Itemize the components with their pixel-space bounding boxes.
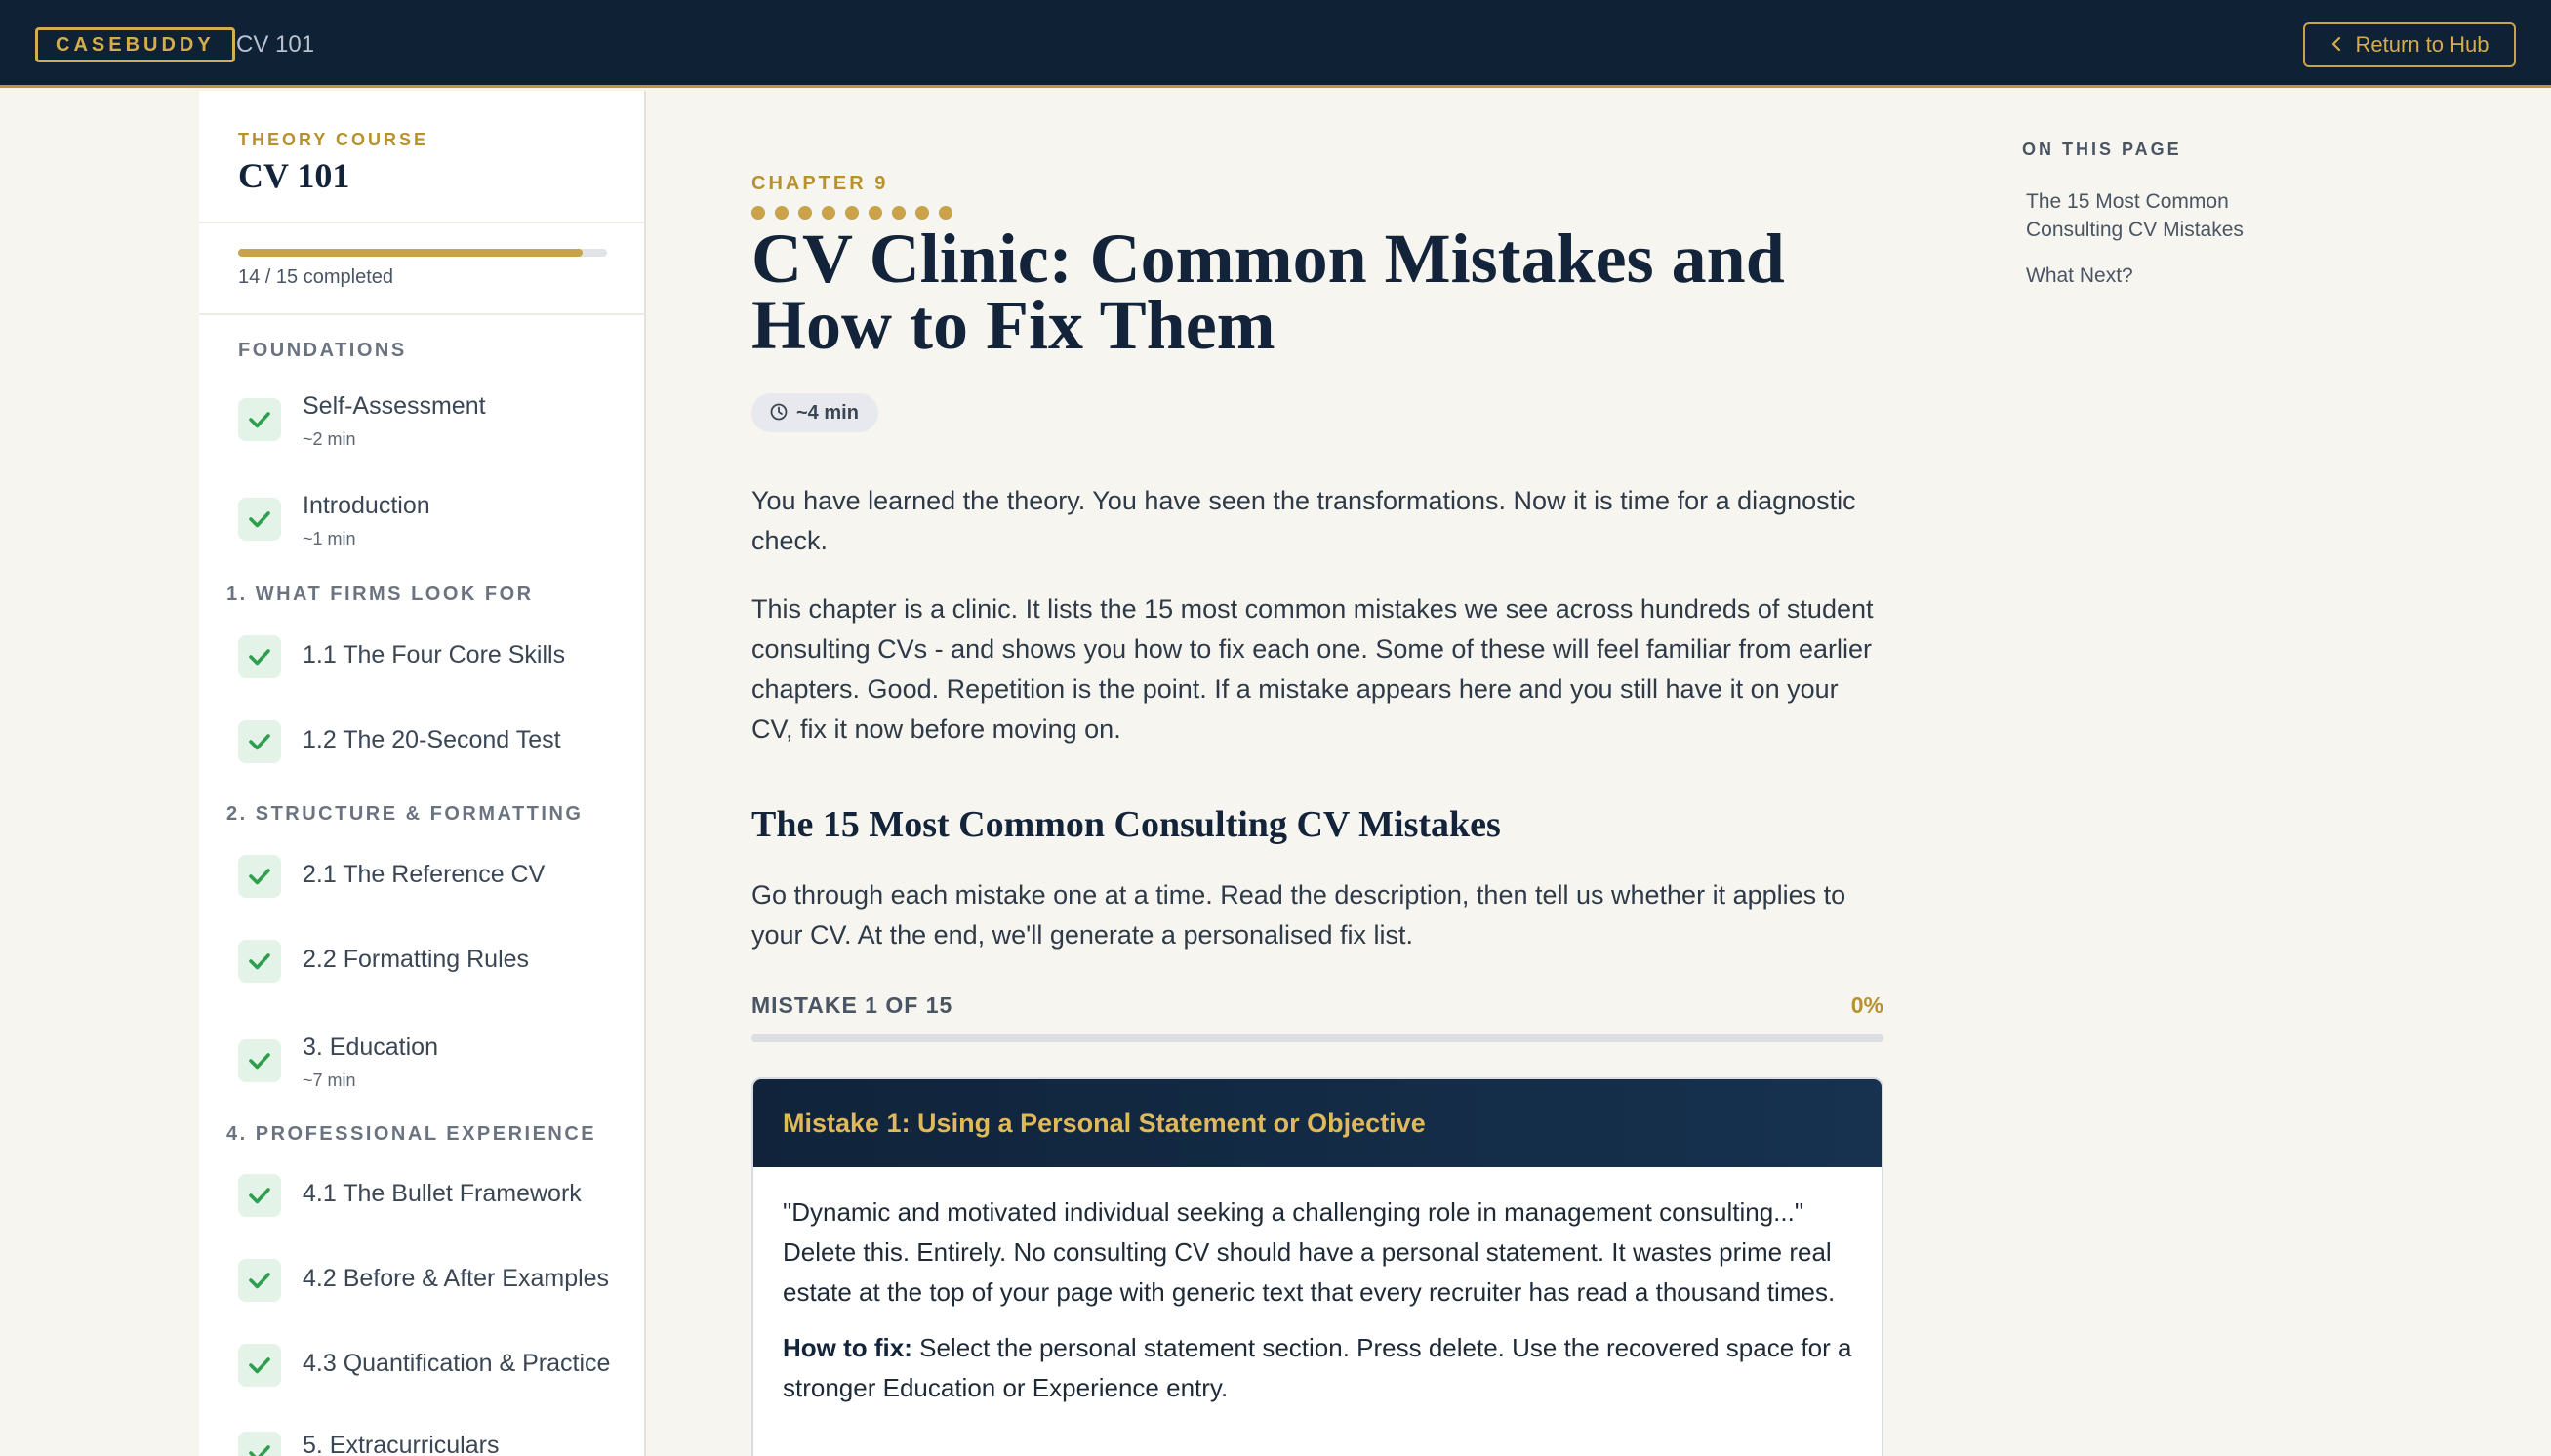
chapter-dot	[915, 206, 929, 220]
toc-link-mistakes[interactable]: The 15 Most Common Consulting CV Mistakes	[2026, 190, 2244, 241]
check-icon	[238, 1344, 281, 1387]
lesson-time: ~7 min	[303, 1071, 356, 1090]
check-icon	[238, 398, 281, 441]
toc-link-what-next[interactable]: What Next?	[2026, 264, 2133, 287]
section-label-what-firms-look-for: 1. WHAT FIRMS LOOK FOR	[226, 584, 534, 605]
mistake-fix	[783, 1328, 1852, 1408]
mistake-counter: MISTAKE 1 OF 15	[751, 992, 953, 1018]
return-to-hub-button[interactable]	[2303, 22, 2516, 67]
check-icon	[238, 1259, 281, 1302]
toc-kicker: ON THIS PAGE	[2022, 140, 2182, 159]
lesson-before-after-examples[interactable]	[238, 1251, 628, 1310]
mistake-card	[751, 1077, 1883, 1456]
mistake-description: "Dynamic and motivated individual seeking a challenging role in management consulting..." Delete this. Entirely. No consulting CV should have a personal statement. It wastes prime real estate at the top of your page with generic text that every recruiter has read a thousand times.	[783, 1197, 1836, 1307]
lesson-title: 2.1 The Reference CV	[303, 861, 546, 888]
lesson-education[interactable]	[238, 1031, 628, 1090]
clock-icon	[769, 402, 789, 422]
course-sidebar	[199, 91, 646, 1456]
course-progress-text: 14 / 15 completed	[238, 266, 393, 288]
chapter-dot	[939, 206, 952, 220]
section-heading-mistakes: The 15 Most Common Consulting CV Mistakes	[751, 804, 1501, 845]
lesson-time: ~2 min	[303, 429, 356, 449]
chapter-dot	[775, 206, 789, 220]
check-icon	[238, 1174, 281, 1217]
fix-label: How to fix:	[783, 1333, 912, 1362]
section-intro-paragraph: Go through each mistake one at a time. Read the description, then tell us whether it applies to your CV. At the end, we'll generate a personalised fix list.	[751, 880, 1846, 950]
lesson-extracurriculars[interactable]	[238, 1424, 628, 1456]
chapter-dot	[892, 206, 906, 220]
divider	[199, 313, 646, 315]
course-kicker: THEORY COURSE	[238, 130, 429, 149]
check-icon	[238, 1039, 281, 1082]
mistake-percent: 0%	[1850, 992, 1883, 1018]
chapter-dot	[845, 206, 859, 220]
intro-paragraph-1: You have learned the theory. You have seen the transformations. Now it is time for a diagnostic check.	[751, 486, 1856, 555]
lesson-title: 2.2 Formatting Rules	[303, 946, 530, 973]
mistake-progress-bar	[751, 1034, 1883, 1042]
lesson-quantification-practice[interactable]	[238, 1336, 628, 1395]
lesson-bullet-framework[interactable]	[238, 1166, 628, 1225]
divider	[199, 222, 646, 223]
read-time: ~4 min	[796, 402, 859, 424]
chapter-kicker: CHAPTER 9	[751, 173, 889, 194]
on-this-page-nav	[2022, 140, 2315, 290]
chapter-dot	[869, 206, 882, 220]
return-to-hub-label: Return to Hub	[2355, 32, 2490, 57]
course-progress-fill	[238, 249, 583, 257]
lesson-title: 4.3 Quantification & Practice	[303, 1350, 611, 1377]
intro-paragraph-2: This chapter is a clinic. It lists the 15 most common mistakes we see across hundreds of student consulting CVs - and shows you how to fix each one. Some of these will feel familiar from earlier chapters. Good. Repetition is the point. If a mistake appears here and you still have it on your CV, fix it now before moving on.	[751, 594, 1874, 744]
lesson-title: 3. Education	[303, 1033, 438, 1061]
lesson-title: 1.1 The Four Core Skills	[303, 641, 566, 668]
check-icon	[238, 1432, 281, 1456]
check-icon	[238, 720, 281, 763]
lesson-title: 4.2 Before & After Examples	[303, 1265, 610, 1292]
lesson-self-assessment[interactable]	[238, 390, 628, 449]
logo[interactable]: CASEBUDDY	[35, 27, 235, 62]
mistake-card-title: Mistake 1: Using a Personal Statement or Objective	[783, 1109, 1426, 1138]
lesson-four-core-skills[interactable]	[238, 627, 628, 686]
check-icon	[238, 635, 281, 678]
chapter-dot	[822, 206, 835, 220]
lesson-title: 4.1 The Bullet Framework	[303, 1180, 582, 1207]
check-icon	[238, 940, 281, 983]
read-time-badge	[751, 393, 878, 432]
section-label-foundations: FOUNDATIONS	[238, 340, 407, 361]
chapter-dot	[751, 206, 765, 220]
lesson-formatting-rules[interactable]	[238, 932, 628, 991]
lesson-introduction[interactable]	[238, 490, 628, 548]
course-progress-bar	[238, 249, 607, 257]
lesson-reference-cv[interactable]	[238, 847, 628, 906]
lesson-time: ~1 min	[303, 529, 356, 548]
lesson-20-second-test[interactable]	[238, 712, 628, 771]
breadcrumb: CV 101	[236, 31, 315, 58]
section-label-professional-experience: 4. PROFESSIONAL EXPERIENCE	[226, 1123, 597, 1145]
fix-text: Select the personal statement section. Press delete. Use the recovered space for a stronger Education or Experience entry.	[783, 1333, 1852, 1402]
mistake-card-body	[753, 1167, 1882, 1434]
mistake-card-header	[753, 1079, 1882, 1167]
chevron-left-icon	[2330, 25, 2342, 66]
lesson-title: 1.2 The 20-Second Test	[303, 726, 561, 753]
check-icon	[238, 498, 281, 541]
lesson-title: Introduction	[303, 492, 430, 519]
top-bar	[0, 0, 2551, 88]
check-icon	[238, 855, 281, 898]
lesson-title: 5. Extracurriculars	[303, 1432, 500, 1456]
chapter-title: CV Clinic: Common Mistakes and How to Fix Them	[751, 220, 1785, 364]
lesson-title: Self-Assessment	[303, 392, 486, 420]
chapter-dots	[751, 206, 952, 220]
chapter-dot	[798, 206, 812, 220]
course-title: CV 101	[238, 156, 350, 195]
section-label-structure-formatting: 2. STRUCTURE & FORMATTING	[226, 803, 584, 825]
